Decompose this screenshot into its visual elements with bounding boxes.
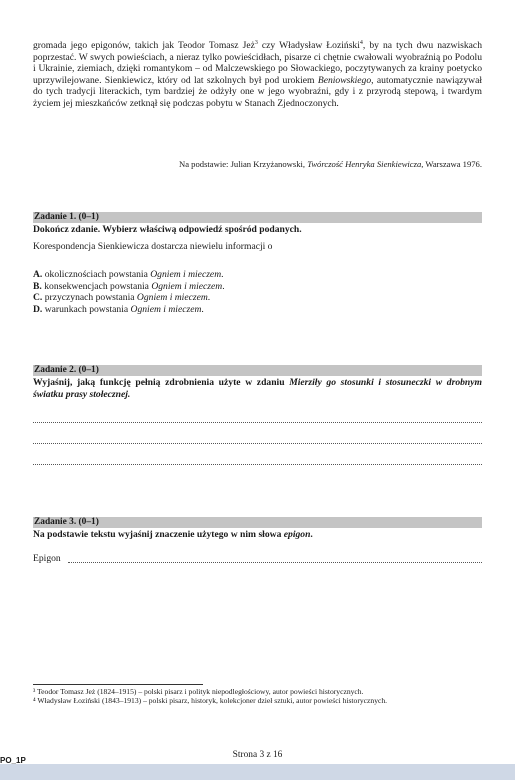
task1-option-b[interactable] [33,281,225,292]
task1-stem: Korespondencja Sienkiewicza dostarcza niewielu informacji o [33,241,273,252]
task1-option-d[interactable] [33,304,204,315]
task3-instruction: Na podstawie tekstu wyjaśnij znaczenie użytego w nim słowa epigon. [33,529,313,540]
page-number: Strona 3 z 16 [232,750,283,760]
option-title: Ogniem i mieczem [130,304,202,315]
option-letter: A. [33,269,43,280]
task2-answer-line-1[interactable] [33,422,482,423]
option-title: Ogniem i mieczem [150,269,222,280]
option-end: . [222,281,225,292]
option-text: warunkach powstania [44,304,129,315]
option-title: Ogniem i mieczem [136,292,208,303]
footnote-4: ⁴ Władysław Łoziński (1843–1913) – polski pisarz, historyk, kolekcjoner dzieł sztuki, autor powieści historycznych. [33,696,388,705]
option-text: konsekwencjach powstania [44,281,149,292]
option-title: Ogniem i mieczem [151,281,223,292]
task2-instruction: Wyjaśnij, jaką funkcję pełnią zdrobnienia użyte w zdaniu Mierziły go stosunki i stosuneczki w drobnym światku prasy stołecznej. [33,377,482,400]
task3-answer-line[interactable] [68,562,482,563]
option-text: okolicznościach powstania [44,269,148,280]
option-letter: C. [33,292,43,303]
option-letter: B. [33,281,42,292]
task2-header: Zadanie 2. (0–1) [33,365,482,376]
option-end: . [221,269,224,280]
task1-option-c[interactable] [33,292,210,303]
option-end: . [201,304,204,315]
task1-header: Zadanie 1. (0–1) [33,212,482,223]
passage-paragraph: gromada jego epigonów, takich jak Teodor Tomasz Jeż$^3$ czy Władysław Łoziński$^4$, by na tych dwu nazwiskach poprzestać. W swych powieściach, a nieraz tylko powieścidłach, pisarze ci chętnie cwałowali wyobraźnią po Podolu i Ukrainie, ziemiach, dzięki romantykom – od Malczewskiego po Słowackiego, poczytywanych za krainy poetycko uprzywilejowane. Sienkiewicz, który od lat szkolnych był pod urokiem Beniowskiego, automatycznie nawiązywał do tych tradycji literackich, tym bardziej że odżyły one w jego wyobraźni, gdy i z przyrodą stepową, i twardym życiem jej mieszkańców zetknął się podczas pobytu w Stanach Zjednoczonych. [33,39,482,109]
footnote-rule [33,684,203,685]
task2-answer-line-3[interactable] [33,464,482,465]
exam-code: PO_1P [0,756,26,765]
option-text: przyczynach powstania [44,292,135,303]
task1-option-a[interactable] [33,269,224,280]
option-end: . [207,292,211,303]
option-letter: D. [33,304,43,315]
task3-header: Zadanie 3. (0–1) [33,517,482,528]
task1-instruction: Dokończ zdanie. Wybierz właściwą odpowiedź spośród podanych. [33,224,302,235]
task3-answer-label: Epigon [33,553,61,564]
footnote-3: ³ Teodor Tomasz Jeż (1824–1915) – polski pisarz i polityk niepodległościowy, autor powieści historycznych. [33,687,364,696]
passage-source: Na podstawie: Julian Krzyżanowski, Twórczość Henryka Sienkiewicza, Warszawa 1976. [179,159,482,169]
task2-answer-line-2[interactable] [33,443,482,444]
